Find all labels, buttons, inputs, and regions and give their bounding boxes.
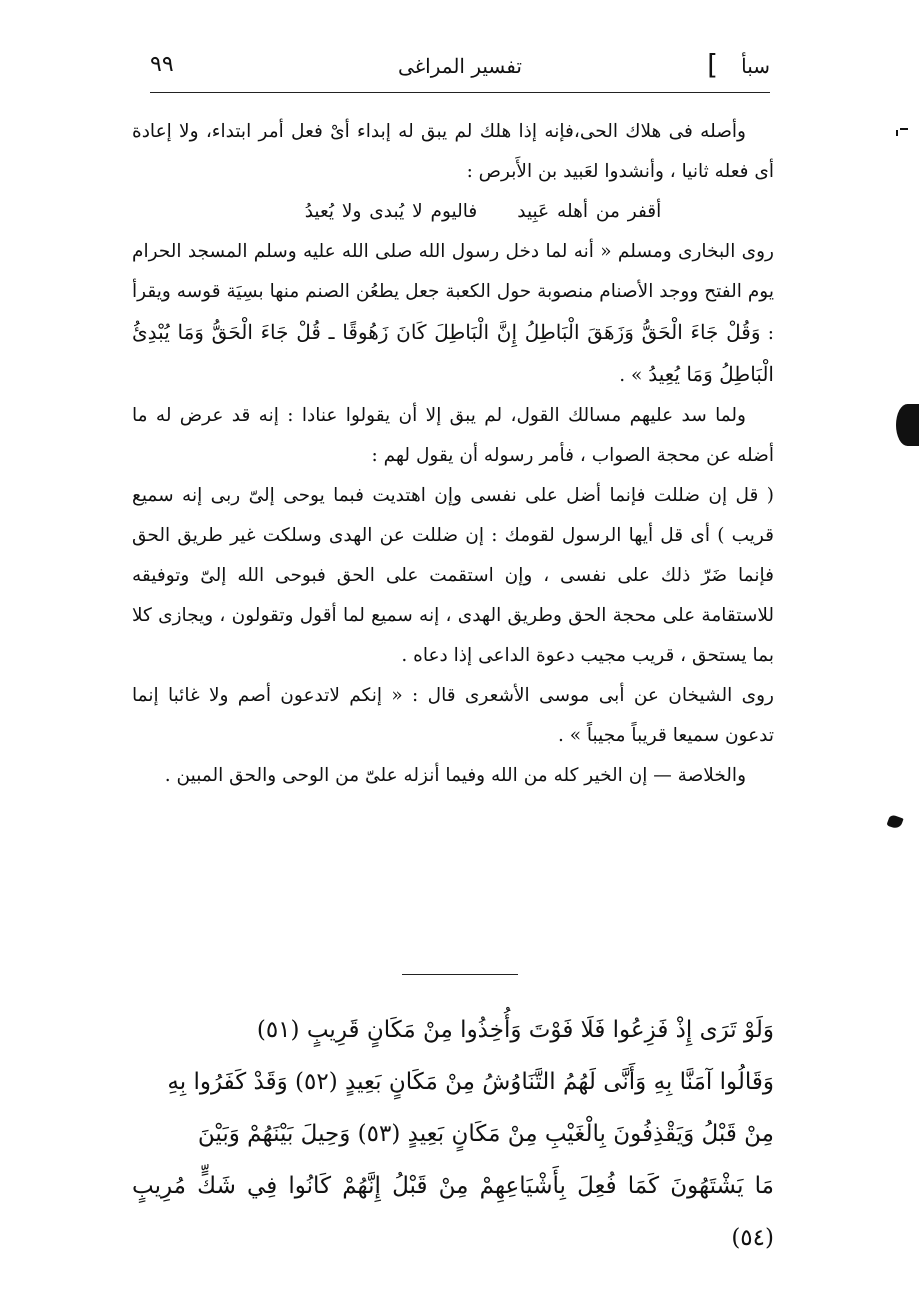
header-bracket: ] — [707, 48, 718, 81]
paragraph-3: ولما سد عليهم مسالك القول، لم يبق إلا أن يقولوا عنادا : إنه قد عرض له ما أضله عن محجة الصواب ، فأمر رسوله أن يقول لهم : — [132, 405, 774, 466]
scan-mark-1 — [896, 404, 919, 446]
book-title: تفسير المراغى — [398, 54, 522, 78]
poetry-verse — [132, 192, 774, 232]
header-rule — [150, 92, 770, 93]
scan-mark-3 — [900, 128, 908, 130]
paragraph-1: وأصله فى هلاك الحى،فإنه إذا هلك لم يبق له إبداء أىْ فعل أمر ابتداء، ولا إعادة أى فعله ثانيا ، وأنشدوا لعَبيد بن الأَبرص : — [132, 121, 774, 182]
section-divider — [402, 974, 518, 975]
paragraph-2 — [132, 232, 774, 396]
surah-name: سبأ — [741, 54, 770, 78]
scan-mark-4 — [896, 130, 898, 136]
poetry-hemistich-1: أقفر من أهله عَبِيد — [517, 201, 662, 222]
scan-mark-2 — [886, 814, 903, 830]
poetry-hemistich-2: فاليوم لا يُبدى ولا يُعيدُ — [304, 201, 478, 222]
quran-verses — [132, 1004, 774, 1264]
paragraph-2-start: روى البخارى ومسلم « أنه لما دخل رسول الله صلى الله عليه وسلم المسجد الحرام يوم الفتح ووجد الأصنام منصوبة حول الكعبة جعل يطعُن الصنم منها بسِيَة قوسه ويقرأ : — [132, 241, 775, 344]
paragraph-2-end: » . — [619, 365, 643, 386]
page-number: ٩٩ — [150, 52, 174, 77]
quran-line-3: مِنْ قَبْلُ وَيَقْذِفُونَ بِالْغَيْبِ مِنْ مَكَانٍ بَعِيدٍ (٥٣) وَحِيلَ بَيْنَهُمْ وَبَيْنَ — [197, 1121, 774, 1147]
quran-line-1: وَلَوْ تَرَى إِذْ فَزِعُوا فَلَا فَوْتَ وَأُخِذُوا مِنْ مَكَانٍ قَرِيبٍ (٥١) — [256, 1017, 774, 1043]
inline-quran-quote: وَقُلْ جَاءَ الْحَقُّ وَزَهَقَ الْبَاطِلُ إِنَّ الْبَاطِلَ كَانَ زَهُوقًا ـ قُلْ جَاءَ الْحَقُّ وَمَا يُبْدِئُ الْبَاطِلُ وَمَا يُعِيدُ — [132, 320, 774, 386]
paragraph-5: روى الشيخان عن أبى موسى الأشعرى قال : « إنكم لاتدعون أصم ولا غائبا إنما تدعون سميعا قريباً مجيباً » . — [132, 685, 774, 746]
paragraph-6: والخلاصة — إن الخير كله من الله وفيما أنزله علىّ من الوحى والحق المبين . — [164, 765, 746, 786]
paragraph-4: ( قل إن ضللت فإنما أضل على نفسى وإن اهتديت فبما يوحى إلىّ ربى إنه سميع قريب ) أى قل أيها الرسول لقومك : إن ضللت عن الهدى وسلكت غير طريق الحق فإنما ضَرّ ذلك على نفسى ، وإن استقمت على الحق فبوحى الله إلىّ وتوفيقه للاستقامة على محجة الحق وطريق الهدى ، إنه سميع لما أقول وتقولون ، ويجازى كلا بما يستحق ، قريب مجيب دعوة الداعى إذا دعاه . — [132, 485, 774, 666]
quran-line-4: مَا يَشْتَهُونَ كَمَا فُعِلَ بِأَشْيَاعِهِمْ مِنْ قَبْلُ إِنَّهُمْ كَانُوا فِي شَكٍّ مُرِيبٍ (٥٤) — [132, 1173, 774, 1251]
page-header — [150, 48, 770, 88]
commentary-text — [132, 112, 774, 796]
quran-line-2: وَقَالُوا آمَنَّا بِهِ وَأَنَّى لَهُمُ التَّنَاوُشُ مِنْ مَكَانٍ بَعِيدٍ (٥٢) وَقَدْ كَفَرُوا بِهِ — [167, 1069, 774, 1095]
